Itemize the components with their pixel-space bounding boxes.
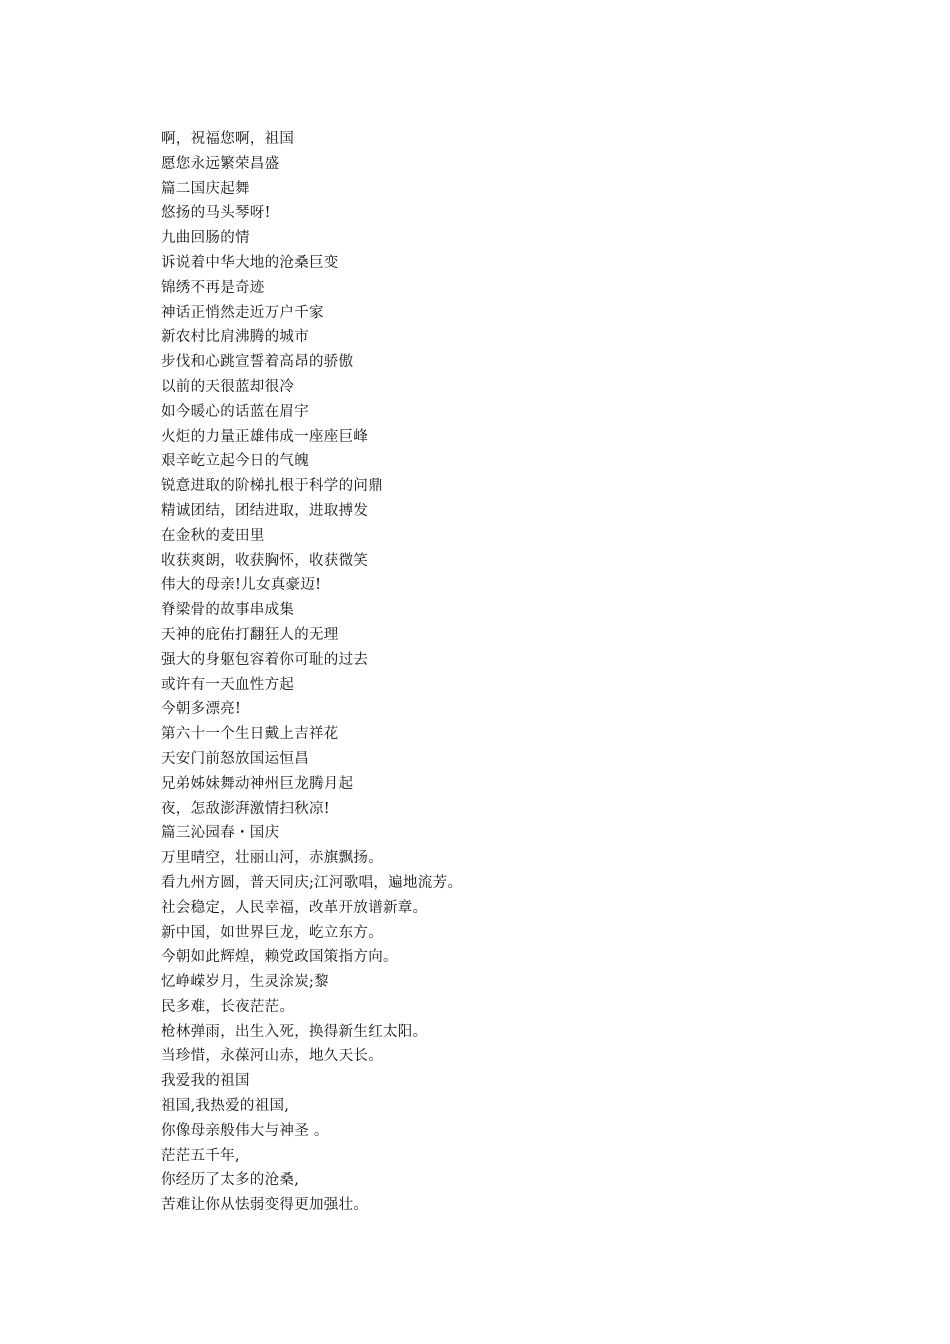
text-line: 悠扬的马头琴呀! <box>161 205 271 222</box>
text-line: 九曲回肠的情 <box>161 230 250 247</box>
text-line: 苦难让你从怯弱变得更加强壮。 <box>161 1197 369 1214</box>
text-line: 当珍惜，永葆河山赤，地久天长。 <box>161 1048 383 1065</box>
text-line: 新农村比肩沸腾的城市 <box>161 329 309 346</box>
text-line: 步伐和心跳宣誓着高昂的骄傲 <box>161 354 354 371</box>
text-line: 伟大的母亲!儿女真豪迈! <box>161 577 322 594</box>
text-line: 锦绣不再是奇迹 <box>161 279 265 296</box>
text-line: 诉说着中华大地的沧桑巨变 <box>161 254 339 271</box>
text-line: 社会稳定，人民幸福，改革开放谱新章。 <box>161 899 428 916</box>
text-line: 民多难，长夜茫茫。 <box>161 998 295 1015</box>
text-line: 天安门前怒放国运恒昌 <box>161 750 309 767</box>
text-line: 精诚团结，团结进取，进取搏发 <box>161 502 369 519</box>
text-line: 以前的天很蓝却很冷 <box>161 378 295 395</box>
text-line: 在金秋的麦田里 <box>161 527 265 544</box>
text-line: 强大的身躯包容着你可耻的过去 <box>161 651 369 668</box>
poem-text <box>161 127 462 1218</box>
section-heading: 篇二国庆起舞 <box>161 180 250 197</box>
text-line: 茫茫五千年, <box>161 1147 240 1164</box>
text-line: 今朝如此辉煌，赖党政国策指方向。 <box>161 949 398 966</box>
text-line: 脊梁骨的故事串成集 <box>161 602 295 619</box>
text-line: 收获爽朗，收获胸怀，收获微笑 <box>161 552 369 569</box>
text-line: 或许有一天血性方起 <box>161 676 295 693</box>
text-line: 神话正悄然走近万户千家 <box>161 304 324 321</box>
text-line: 万里晴空，壮丽山河，赤旗飘扬。 <box>161 850 383 867</box>
text-line: 第六十一个生日戴上吉祥花 <box>161 726 339 743</box>
text-line: 新中国，如世界巨龙，屹立东方。 <box>161 924 383 941</box>
text-line: 艰辛屹立起今日的气魄 <box>161 453 309 470</box>
text-line: 枪林弹雨，出生入死，换得新生红太阳。 <box>161 1023 428 1040</box>
text-line: 你像母亲般伟大与神圣 。 <box>161 1122 329 1139</box>
section-heading: 篇三沁园春・国庆 <box>161 825 280 842</box>
text-line: 如今暖心的话蓝在眉宇 <box>161 403 309 420</box>
text-line: 啊，祝福您啊，祖国 <box>161 131 295 147</box>
text-line: 天神的庇佑打翻狂人的无理 <box>161 626 339 643</box>
text-line: 忆峥嵘岁月，生灵涂炭;黎 <box>161 974 329 991</box>
section-heading: 我爱我的祖国 <box>161 1073 250 1090</box>
text-line: 看九州方圆，普天同庆;江河歌唱，遍地流芳。 <box>161 874 463 891</box>
text-line: 夜，怎敌澎湃激情扫秋凉! <box>161 800 330 817</box>
text-line: 今朝多漂亮! <box>161 701 242 718</box>
text-line: 锐意进取的阶梯扎根于科学的问鼎 <box>161 478 383 495</box>
text-line: 祖国,我热爱的祖国, <box>161 1098 290 1115</box>
text-line: 兄弟姊妹舞动神州巨龙腾月起 <box>161 775 354 792</box>
text-line: 愿您永远繁荣昌盛 <box>161 155 280 172</box>
text-line: 火炬的力量正雄伟成一座座巨峰 <box>161 428 369 445</box>
text-line: 你经历了太多的沧桑, <box>161 1172 300 1189</box>
